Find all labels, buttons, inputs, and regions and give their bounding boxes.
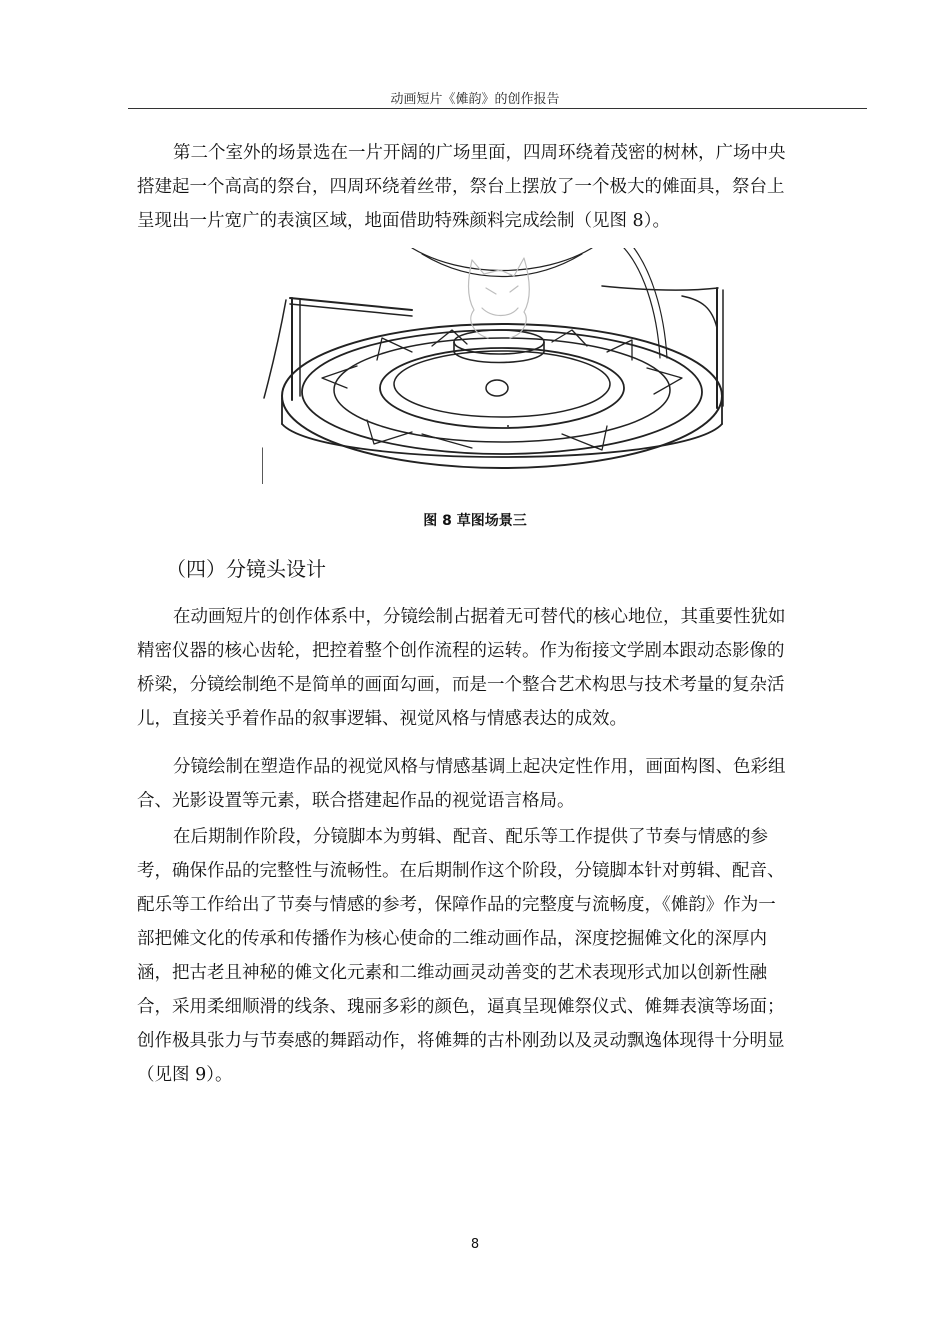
figure-caption: 图 8 草图场景三 bbox=[423, 513, 527, 529]
text-line: 精密仪器的核心齿轮，把控着整个创作流程的运转。作为衔接文学剧本跟动态影像的 bbox=[137, 641, 785, 661]
paragraph-scene-description bbox=[137, 136, 862, 238]
text-line: 搭建起一个高高的祭台，四周环绕着丝带，祭台上摆放了一个极大的傩面具，祭台上 bbox=[137, 177, 785, 197]
paragraph-visual-style bbox=[137, 750, 862, 818]
header-divider bbox=[128, 108, 867, 109]
text-line: 合，采用柔细顺滑的线条、瑰丽多彩的颜色，逼真呈现傩祭仪式、傩舞表演等场面； bbox=[137, 997, 785, 1017]
text-line: 创作极具张力与节奏感的舞蹈动作，将傩舞的古朴刚劲以及灵动飘逸体现得十分明显 bbox=[137, 1031, 785, 1051]
paragraph-storyboard-role bbox=[137, 600, 862, 736]
running-header: 动画短片《傩韵》的创作报告 bbox=[390, 92, 560, 107]
section-heading: （四）分镜头设计 bbox=[166, 557, 326, 581]
text-line: 呈现出一片宽广的表演区域，地面借助特殊颜料完成绘制（见图 8）。 bbox=[137, 211, 670, 231]
paragraph-post-production bbox=[137, 820, 862, 1092]
sketch-scene-three-figure bbox=[262, 248, 732, 484]
text-line: 在动画短片的创作体系中，分镜绘制占据着无可替代的核心地位，其重要性犹如 bbox=[173, 607, 786, 627]
text-line: 分镜绘制在塑造作品的视觉风格与情感基调上起决定性作用，画面构图、色彩组 bbox=[173, 757, 786, 777]
text-line: 部把傩文化的传承和传播作为核心使命的二维动画作品，深度挖掘傩文化的深厚内 bbox=[137, 929, 767, 949]
text-line: 配乐等工作给出了节奏与情感的参考，保障作品的完整度与流畅度，《傩韵》作为一 bbox=[137, 895, 776, 915]
text-line: 考，确保作品的完整性与流畅性。在后期制作这个阶段，分镜脚本针对剪辑、配音、 bbox=[137, 861, 785, 881]
text-line: 儿，直接关乎着作品的叙事逻辑、视觉风格与情感表达的成效。 bbox=[137, 709, 627, 729]
text-line: 在后期制作阶段，分镜脚本为剪辑、配音、配乐等工作提供了节奏与情感的参 bbox=[173, 827, 768, 847]
text-line: 桥梁，分镜绘制绝不是简单的画面勾画，而是一个整合艺术构思与技术考量的复杂活 bbox=[137, 675, 785, 695]
text-line: 第二个室外的场景选在一片开阔的广场里面，四周环绕着茂密的树林，广场中央 bbox=[173, 143, 786, 163]
text-line: （见图 9）。 bbox=[137, 1065, 233, 1085]
text-line: 合、光影设置等元素，联合搭建起作品的视觉语言格局。 bbox=[137, 791, 575, 811]
page-number: 8 bbox=[470, 1237, 480, 1252]
text-line: 涵，把古老且神秘的傩文化元素和二维动画灵动善变的艺术表现形式加以创新性融 bbox=[137, 963, 767, 983]
